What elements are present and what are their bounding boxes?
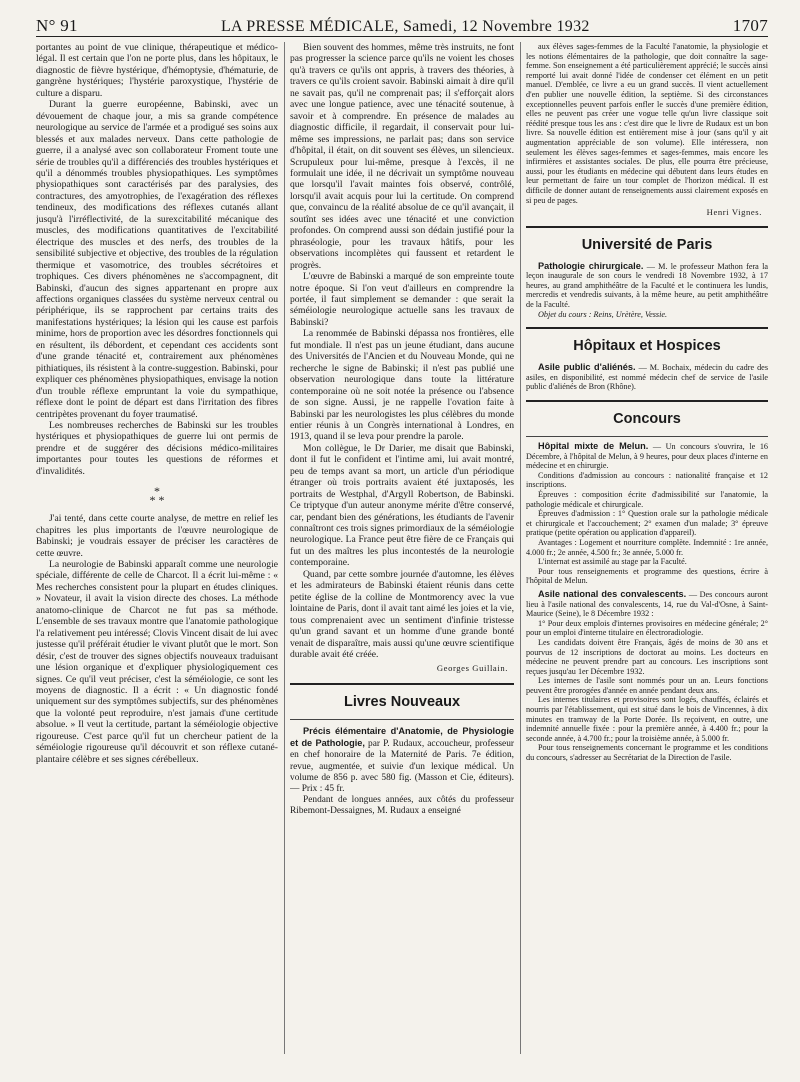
paragraph: Les internes de l'asile sont nommés pour un an. Leurs fonctions peuvent être prorogées d'année en année pendant deux ans. [526, 676, 768, 695]
section-title-concours: Concours [613, 411, 681, 428]
paragraph: La neurologie de Babinski apparaît comme une neurologie spéciale, différente de celle de Charcot. Il a écrit lui-même : « Mes recherches consistent pour la plupart en études cliniques. » Novateur, il avait la vision directe des choses. La méthode anatomo-clinique de Charcot ne fut pas sa méthode. L'ensemble de ses travaux montre que l'anatomie pathologique l'a relativement peu intéressé; Clovis Vincent disait de lui avec justesse qu'il préférait étudier le vivant plutôt que le mort. Son désir, c'est de trouver des signes objectifs nouveaux traduisant une lésion organique et d'expliquer physiologiquement ces signes. Ce qu'il veut préciser, c'est la séméiologie, ce sont les moyens de diagnostic. Il a écrit : « Un diagnostic fondé uniquement sur des symptômes subjectifs, sur des phénomènes que la volonté peut reproduire, n'est jamais d'une certitude absolue. » Il veut la certitude, partant la séméiologie objective rigoureuse. C'est parce qu'il fut un chercheur patient de la séméiologie rigoureuse qu'il découvrit et son réflexe cutané-plantaire célèbre et ses signes cérébelleux. [36, 559, 278, 765]
notice [526, 442, 768, 471]
book-entry [290, 726, 514, 795]
column-2 [290, 42, 514, 1058]
notice-text: — M. Bochaix, médecin du cadre des asiles, en disponibilité, est nommé médecin chef de service de l'asile public d'aliénés de Bron (Rhône). [526, 363, 768, 392]
section-title-universite: Université de Paris [581, 236, 713, 253]
issue-number: N° 91 [36, 16, 78, 35]
notice [526, 262, 768, 310]
notice-text: — Des concours auront lieu à l'asile national des convalescents, 14, rue du Val-d'Osne, à Saint-Maurice (Seine), le 8 Décembre 1932 : [526, 589, 768, 619]
paragraph: Durant la guerre européenne, Babinski, avec un dévouement de chaque jour, a mis sa grande compétence neurologique au service de l'armée et a prodigué ses soins aux blessés et aux malades nerveux. Dans cette pathologie de guerre, il a analysé avec son collaborateur Froment toute une série de troubles qu'il a différenciés des troubles hystériques et qu'il a dénommés troubles physiopathiques. Les symptômes physiopathiques sont caractérisés par des paralysies, des contractures, des amyotrophies, de l'exagération des réflexes tendineux, des modifications des réflexes cutanés allant jusqu'à l'irréflectivité, de la surexcitabilité mécanique des muscles, des modifications quantitatives de l'excitabilité électrique des muscles et des nerfs, des troubles de la sensibilité subjective et objective, des troubles de la régulation thermique et vasomotrice, des troubles sécrétoires et trophiques. Ces divers phénomènes ne s'accompagnent, dit Babinski, d'aucun des signes appartenant en propre aux affections organiques classées du système nerveux central ou périphérique, ils se rapprochent par certains traits des manifestations hystériques; la lésion qui les cause est parfois minime, hors de proportion avec les désordres fonctionnels qui en résultent, ils débordent, et cependant ces accidents sont d'une grande ténacité et, contrairement aux phénomènes pithiatiques, ils résistent à la contre-suggestion. Babinski, pour expliquer ces phénomènes physiopathiques, envisage la notion d'un trouble réflexe empruntant la voie du sympathique, réflexe dont le point de départ est dans l'irritation des fibres centripètes provenant du foyer traumatisé. [36, 99, 278, 420]
journal-title: LA PRESSE MÉDICALE, Samedi, 12 Novembre 1932 [220, 18, 590, 35]
section-rule [526, 327, 768, 329]
paragraph: Les candidats doivent être Français, âgés de moins de 30 ans et pourvus de 12 inscriptions de doctorat au moins. Les docteurs en médecine ne peuvent prendre part au concours. Les inscriptions sont reçues jusqu'au 1er Décembre 1932. [526, 637, 768, 676]
section-title-hopitaux: Hôpitaux et Hospices [573, 338, 721, 355]
paragraph: Épreuves d'admission : 1° Question orale sur la pathologie médicale et chirurgicale et l'accouchement; 2° examen d'un malade; 3° épreuve pratique (petite opération ou application d'appareil). [526, 509, 768, 538]
paragraph: Quand, par cette sombre journée d'automne, les élèves et les admirateurs de Babinski étaient réunis dans cette petite église de la colline de Montmorency avec la vue lointaine de Paris, dont il avait tant aimé les joies et la vie, tous comprenaient avec un sentiment d'infinie tristesse qu'un grand savant et un homme d'une grande bonté venait de disparaître, mais aussi qu'une œuvre scientifique durable avait été créée. [290, 568, 514, 661]
section-rule [290, 683, 514, 685]
section-rule [526, 400, 768, 402]
notice-text: — Un concours s'ouvrira, le 16 Décembre, à l'hôpital de Melun, à 9 heures, pour deux places d'interne en médecine et en chirurgie. [526, 442, 768, 471]
paragraph: Bien souvent des hommes, même très instruits, ne font pas progresser la science parce qu'ils ne voient les choses qu'à travers ce qu'ils ont appris, à travers des théories, à travers ce qu'ils croient savoir. Babinski aimait à dire qu'il ne savait pas, qu'il ne comprenait pas; il s'efforçait alors avec une longue patience, avec une ténacité soutenue, à savoir et à comprendre. En présence de malades au diagnostic difficile, il regardait, il conservait pour lui-même ses impressions, ne parlait pas; dans son service d'hôpital, il était, on dit souvent ses élèves, un silencieux. Scrupuleux pour lui-même, presque à l'excès, il ne formulait une idée, il ne décrivait un symptôme nouveau que lorsqu'il l'avait maintes fois observé, contrôlé, lorsqu'il avait acquis pour lui la certitude. On comprend que, convaincu de la réalité absolue de ce qu'il avançait, il soutînt ses idées avec une ténacité et une conviction profondes. On comprend aussi son dédain justifié pour la phraséologie, pour les travaux hâtifs, pour les observations incomplètes qui faussent et retardent le progrès. [290, 42, 514, 271]
paragraph: Les nombreuses recherches de Babinski sur les troubles hystériques et physiopathiques de guerre lui ont permis de prendre et de suggérer des décisions médico-militaires importantes pour toutes les questions de réformes et d'invalidités. [36, 419, 278, 477]
paragraph: J'ai tenté, dans cette courte analyse, de mettre en relief les chapitres les plus importants de l'œuvre neurologique de Babinski; je voudrais essayer de préciser les caractères de cette œuvre. [36, 513, 278, 559]
section-separator: * * * [149, 484, 165, 508]
book-details: par P. Rudaux, accoucheur, professeur en chef honoraire de la Maternité de Paris. 7e édition, revue, augmentée, et suivie d'un lexique médical. Un volume de 856 p. avec 580 fig. (Masson et Cie, éditeurs). — Prix : 45 fr. [290, 739, 514, 794]
paragraph: Épreuves : composition écrite d'admissibilité sur l'anatomie, la pathologie médicale et chirurgicale. [526, 490, 768, 509]
book-title: Précis élémentaire d'Anatomie, de Physiologie et de Pathologie, [290, 725, 514, 749]
notice-heading: Hôpital mixte de Melun. [538, 441, 649, 452]
notice [526, 590, 768, 619]
paragraph: Pendant de longues années, aux côtés du professeur Ribemont-Dessaignes, M. Rudaux a enseigné [290, 795, 514, 817]
paragraph: Les internes titulaires et provisoires sont logés, chauffés, éclairés et nourris par l'établissement, qui est situé dans le bois de Vincennes, à dix minutes en tramway de la Porte Dorée. Ils reçoivent, en outre, une indemnité annuelle fixée : pour la première année, à 4.400 fr.; pour la seconde année, à 4.700 fr.; pour la troisième année, à 5.000 fr. [526, 695, 768, 743]
column-1 [36, 42, 278, 1058]
notice-object: Objet du cours : Reins, Urètère, Vessie. [538, 309, 668, 319]
column-3 [526, 42, 768, 1058]
column-divider [520, 42, 521, 1054]
section-rule [526, 436, 768, 437]
notice [526, 363, 768, 392]
paragraph: Conditions d'admission au concours : nationalité française et 12 inscriptions. [526, 470, 768, 490]
page-number: 1707 [732, 16, 768, 35]
universite-section [526, 262, 768, 320]
notice-heading: Asile public d'aliénés. [538, 362, 636, 373]
author-signature: Henri Vignes. [706, 207, 762, 218]
paragraph: Pour tous renseignements et programme des questions, écrire à l'hôpital de Melun. [526, 566, 768, 586]
section-rule [526, 226, 768, 228]
author-signature: Georges Guillain. [436, 663, 508, 674]
paragraph: L'œuvre de Babinski a marqué de son empreinte toute notre époque. Si l'on veut d'ailleurs en comprendre la portée, il faut simplement se demander : que serait la séméiologie neurologique actuelle sans les travaux de Babinski? [290, 271, 514, 328]
paragraph: portantes au point de vue clinique, thérapeutique et médico-légal. Il est certain que l'on ne porte plus, dans les hôpitaux, le diagnostic de fièvre hystérique, d'hémoptysie, d'hématurie, de gangrène hystériques; l'hystérie paroxystique, l'hystérie de culture a disparu. [36, 42, 278, 99]
paragraph: L'internat est assimilé au stage par la Faculté. [538, 557, 687, 567]
concours-section [526, 442, 768, 763]
header-rule [36, 36, 768, 37]
page-header [36, 16, 768, 36]
notice-text: — M. le professeur Mathon fera la leçon inaugurale de son cours le vendredi 18 Novembre 1932, à 17 heures, au grand amphithéâtre de la Faculté et le continuera les lundis, mercredis et vendredis suivants, à la même heure, au petit amphithéâtre de la Faculté. [526, 261, 768, 310]
paragraph: Pour tous renseignements concernant le programme et les conditions du concours, s'adresser au Secrétariat de la Direction de l'asile. [526, 743, 768, 763]
hopitaux-section [526, 363, 768, 392]
notice-heading: Pathologie chirurgicale. [538, 260, 644, 271]
section-title-livres: Livres Nouveaux [343, 693, 461, 710]
paragraph: La renommée de Babinski dépassa nos frontières, elle fut mondiale. Il n'est pas un jeune étudiant, dans aucune des Universités de l'Ancien et du Nouveau Monde, qui ne recherche le signe de Babinski; il n'est pas publié une observation neurologique dans toute la littérature contemporaine où ne soit notée la présence ou l'absence de son signe. Aussi, je ne rappelle l'ovation faite à Babinski par les neurologistes les plus célèbres du monde entier réunis à un Congrès international à Londres, en 1913, quand il se leva pour prendre la parole. [290, 328, 514, 443]
paragraph: aux élèves sages-femmes de la Faculté l'anatomie, la physiologie et les notions élémentaires de la pathologie, que doit connaître la sage-femme. Son enseignement a été particulièrement apprécié; le succès ainsi remporté lui avait donné l'idée de condenser cet élément en un petit manuel. D'emblée, ce livre a eu un grand succès. Il vient actuellement d'en publier une nouvelle édition, la septième. Si des circonstances exceptionnelles peuvent parfois enfler le succès d'une première édition, elles ne peuvent pas créer une vogue telle qu'un livre classique soit réédité presque tous les ans : c'est dire que le livre de Rudaux est un bon livre. Sa nouvelle édition est entièrement mise à jour (sans qu'il y ait augmentation appréciable de son volume). Elle intéressera, non seulement les élèves sages-femmes et sages-femmes, mais encore les infirmières et assistantes sociales. De plus, elle pourra être précieuse, aussi, pour les étudiants en médecine qui débutent dans leurs études en leur permettant de faire un tour complet de l'horizon médical. Il est difficile de donner autant de renseignements aussi clairement exposés en si peu de pages. [526, 42, 768, 205]
paragraph: Avantages : Logement et nourriture complète. Indemnité : 1re année, 4.000 fr.; 2e année, 4.500 fr.; 3e année, 5.000 fr. [526, 537, 768, 557]
paragraph: Mon collègue, le Dr Darier, me disait que Babinski, dont il fut le confident et l'intime ami, lui avait montré, peu de temps avant sa mort, un article d'un périodique étranger où trois portraits avaient été juxtaposés, les portraits de Westphal, d'Argyll Robertson, de Babinski. Ce triptyque d'un auteur anonyme mérite d'être conservé, car, pendant bien des générations, les étudiants de l'avenir connaîtront ces trois signes primordiaux de la séméiologie neurologique. La France peut être fière de ce Français qui fut un des maîtres les plus incontestés de la neurologie contemporaine. [290, 442, 514, 569]
review-continuation [526, 42, 768, 218]
notice-heading: Asile national des convalescents. [538, 588, 687, 599]
paragraph: 1° Pour deux emplois d'internes provisoires en médecine générale; 2° pour un emploi d'interne titulaire en électroradiologie. [526, 618, 768, 638]
section-rule [290, 719, 514, 720]
column-divider [284, 42, 285, 1054]
